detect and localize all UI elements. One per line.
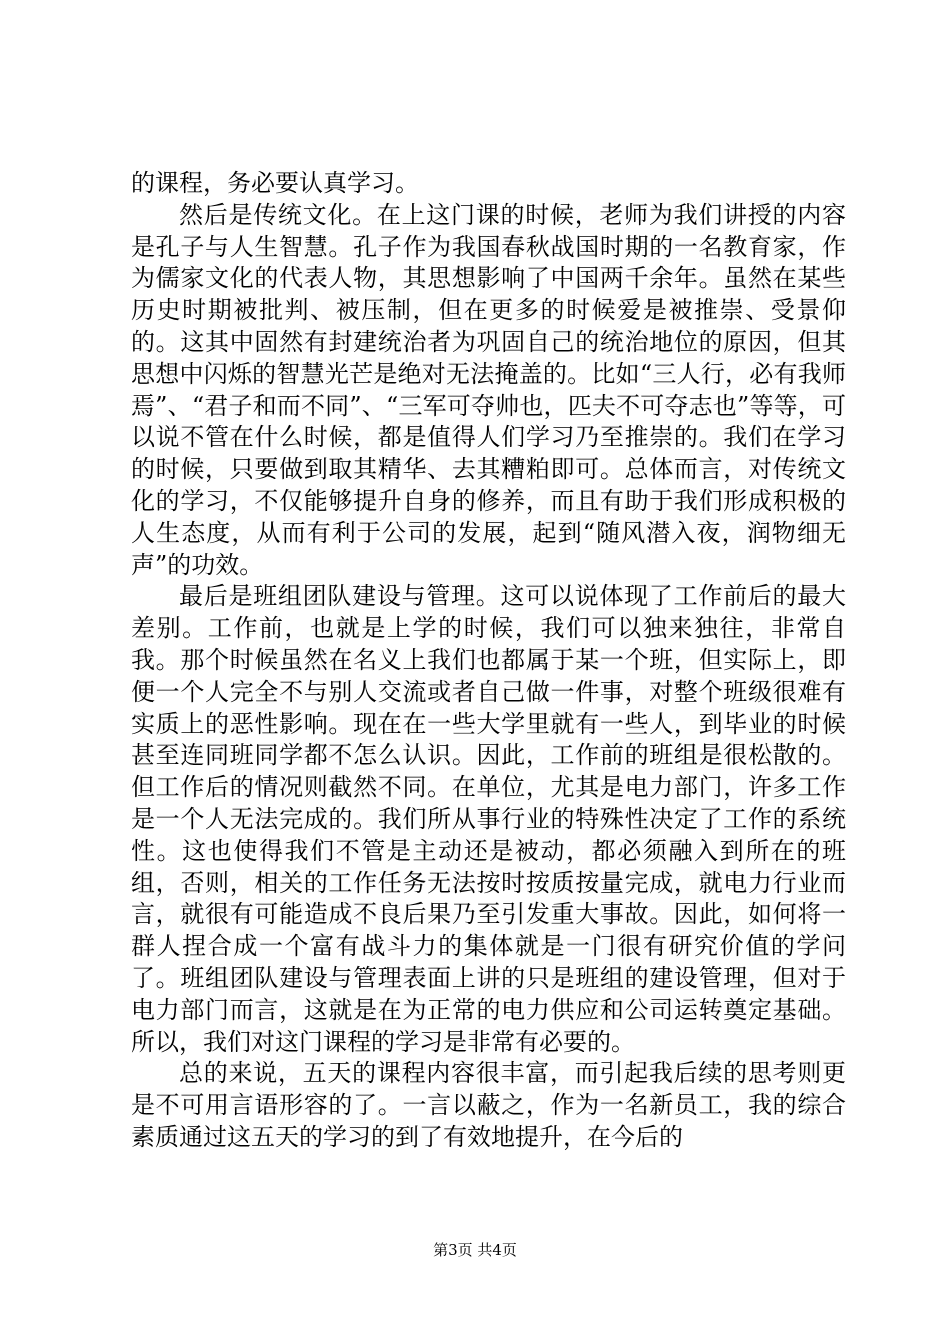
paragraph-team-building: 最后是班组团队建设与管理。这可以说体现了工作前后的最大差别。工作前，也就是上学的时候，我们可以独来独往，非常自我。那个时候虽然在名义上我们也都属于某一个班，但实际上，即便一个人完全不与别人交流或者自己做一件事，对整个班级很难有实质上的恶性影响。现在在一些大学里就有一些人，到毕业的时候甚至连同班同学都不怎么认识。因此，工作前的班组是很松散的。但工作后的情况则截然不同。在单位，尤其是电力部门，许多工作是一个人无法完成的。我们所从事行业的特殊性决定了工作的系统性。这也使得我们不管是主动还是被动，都必须融入到所在的班组，否则，相关的工作任务无法按时按质按量完成，就电力行业而言，就很有可能造成不良后果乃至引发重大事故。因此，如何将一群人捏合成一个富有战斗力的集体就是一门很有研究价值的学问了。班组团队建设与管理表面上讲的只是班组的建设管理，但对于电力部门而言，这就是在为正常的电力供应和公司运转奠定基础。所以，我们对这门课程的学习是非常有必要的。 <box>131 582 846 1056</box>
page-footer: 第3页 共4页 <box>433 1241 517 1259</box>
paragraph-traditional-culture: 然后是传统文化。在上这门课的时候，老师为我们讲授的内容是孔子与人生智慧。孔子作为我国春秋战国时期的一名教育家，作为儒家文化的代表人物，其思想影响了中国两千余年。虽然在某些历史时期被批判、被压制，但在更多的时候爱是被推崇、受景仰的。这其中固然有封建统治者为巩固自己的统治地位的原因，但其思想中闪烁的智慧光芒是绝对无法掩盖的。比如“三人行，必有我师焉”、“君子和而不同”、“三军可夺帅也，匹夫不可夺志也”等等，可以说不管在什么时候，都是值得人们学习乃至推崇的。我们在学习的时候，只要做到取其精华、去其糟粕即可。总体而言，对传统文化的学习，不仅能够提升自身的修养，而且有助于我们形成积极的人生态度，从而有利于公司的发展，起到“随风潜入夜，润物细无声”的功效。 <box>131 200 846 579</box>
paragraph-continuation: 的课程，务必要认真学习。 <box>131 169 419 197</box>
paragraph-summary: 总的来说，五天的课程内容很丰富，而引起我后续的思考则更是不可用言语形容的了。一言以蔽之，作为一名新员工，我的综合素质通过这五天的学习的到了有效地提升，在今后的 <box>131 1059 846 1151</box>
document-body <box>131 168 846 1154</box>
